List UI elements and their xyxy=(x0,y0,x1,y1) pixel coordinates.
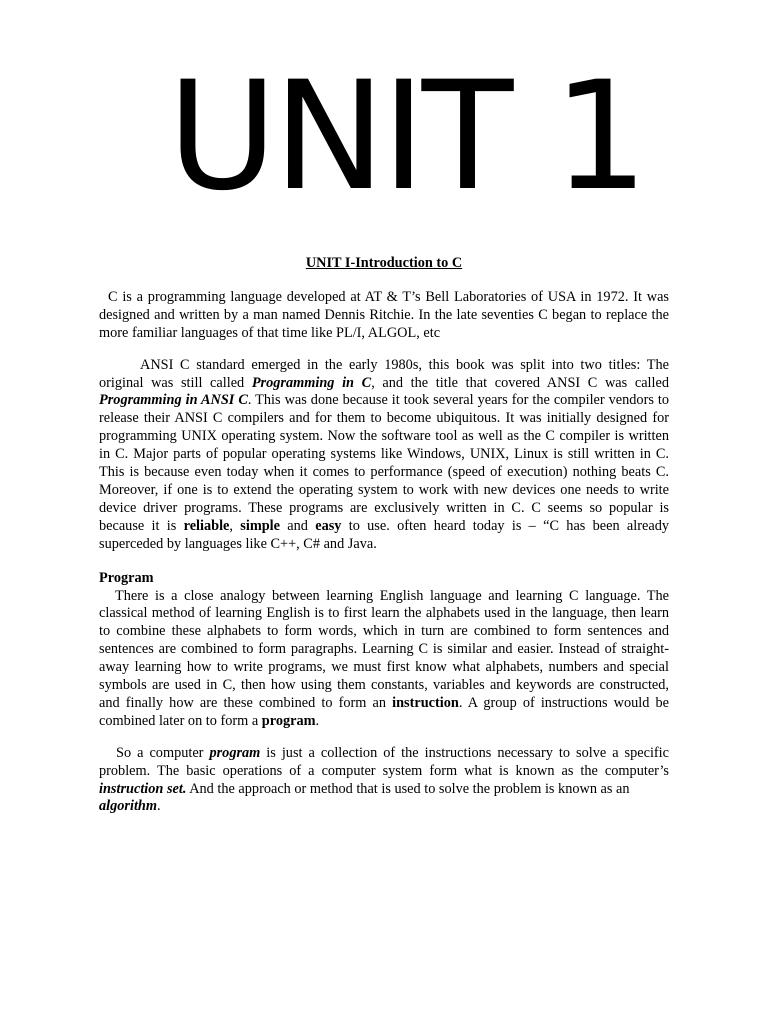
ansi-c-paragraph xyxy=(99,357,669,554)
text-run: and xyxy=(280,517,316,534)
text-run: And the approach or method that is used to solve the problem is known as an xyxy=(186,780,630,797)
program-heading: Program xyxy=(99,569,154,586)
computer-program-paragraph xyxy=(99,745,669,799)
intro-paragraph: C is a programming language developed at AT & T’s Bell Laboratories of USA in 1972. It was designed and written by a man named Dennis Ritchie. In the late seventies C began to replace the more familiar languages of that time like PL/I, ALGOL, etc xyxy=(99,288,669,341)
bold-term-reliable: reliable xyxy=(183,517,230,534)
text-run: ANSI C standard emerged in the early 1980s, this book was split into two titles: The original was still called xyxy=(99,356,669,391)
algorithm-line xyxy=(99,798,669,816)
bold-term-simple: simple xyxy=(240,517,280,534)
text-run: , xyxy=(229,517,241,534)
bold-term-instruction: instruction xyxy=(392,694,459,711)
text-run: is just a collection of the instructions necessary to solve a specific problem. The basic operations of a computer system form what is known as the computer’s xyxy=(99,744,669,779)
text-run: . xyxy=(315,712,320,729)
emphasis-instruction-set: instruction set. xyxy=(99,780,187,797)
text-run: There is a close analogy between learning English language and learning C language. The classical method of learning English is to first learn the alphabets used in the language, then learn to combine these alphabets to form words, which in turn are combined to form sentences and sentences are combined to form paragraphs. Learning C is similar and easier. Instead of straight-away learning how to write programs, we must first know what alphabets, numbers and special symbols are used in C, then how using them constants, variables and keywords are constructed, and finally how are these combined to form an xyxy=(99,587,669,711)
text-run: . xyxy=(157,798,161,815)
text-run: , and the title that covered ANSI C was called xyxy=(371,374,669,391)
document-body xyxy=(99,255,669,816)
unit-title: UNIT 1 xyxy=(167,50,645,224)
emphasis-program: program xyxy=(209,744,261,761)
text-run: . This was done because it took several years for the compiler vendors to release their ANSI C compilers and for them to become ubiquitous. It was initially designed for programming UNIX operating system. Now the software tool as well as the C compiler is written in C. Major parts of popular operating systems like Windows, UNIX, Linux is still written in C. This is because even today when it comes to performance (speed of execution) nothing beats C. Moreover, if one is to extend the operating system to work with new devices one needs to write device driver programs. These programs are exclusively written in C. C seems so popular is because it is xyxy=(99,392,669,534)
text-run: to use. often heard today is – “C has been already superceded by languages like C++, C# and Java. xyxy=(99,517,669,552)
text-run: So a computer xyxy=(116,744,210,761)
emphasis-algorithm: algorithm xyxy=(99,798,157,815)
book-title-programming-in-ansi-c: Programming in ANSI C xyxy=(99,392,248,409)
book-title-programming-in-c: Programming in C xyxy=(251,374,372,391)
text-run: . A group of instructions would be combined later on to form a xyxy=(99,694,669,729)
bold-term-easy: easy xyxy=(315,517,342,534)
bold-term-program: program xyxy=(261,712,316,729)
analogy-paragraph xyxy=(99,588,669,731)
section-title: UNIT I-Introduction to C xyxy=(305,255,463,271)
